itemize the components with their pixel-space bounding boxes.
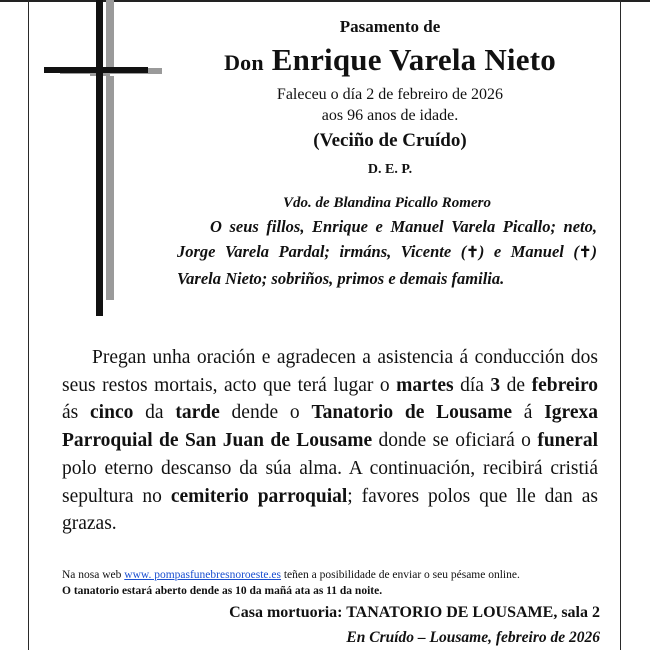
body-text: día	[453, 374, 491, 396]
relatives-text	[177, 214, 597, 291]
deceased-name	[140, 42, 640, 78]
mortuary-label: Casa mortuoria:	[229, 604, 347, 621]
body-bold: martes	[396, 374, 454, 396]
body-text: ás	[62, 402, 91, 424]
body-bold: Igrexa Parroquial de San Juan de Lousame	[62, 402, 599, 452]
body-bold: 3	[490, 374, 501, 396]
mortuary-value: TANATORIO DE LOUSAME, sala 2	[346, 604, 600, 621]
website-link[interactable]: www. pompasfunebresnoroeste.es	[124, 569, 281, 581]
body-text: á	[511, 402, 545, 424]
body-text: da	[133, 402, 176, 424]
rip-line: D. E. P.	[367, 162, 413, 177]
body-bold: tarde	[175, 402, 220, 424]
death-date-line: Faleceu o día 2 de febreiro de 2026	[276, 86, 504, 103]
opening-hours: O tanatorio estará aberto dende as 10 da mañá ata as 11 da noite.	[62, 585, 383, 597]
body-text: ; favores polos que lle dan as grazas.	[62, 485, 598, 535]
dagger-icon: ✝	[578, 245, 592, 261]
body-text: de	[500, 374, 532, 396]
relatives-part: O seus fillos, Enrique e Manuel Varela Picallo; neto, Jorge Varela Pardal; irmáns, Vicente (	[177, 217, 597, 261]
full-name: Enrique Varela Nieto	[271, 42, 556, 77]
honorific: Don	[224, 50, 264, 75]
mortuary-line	[120, 604, 600, 622]
family-block	[177, 194, 597, 291]
body-text: dende o	[219, 402, 312, 424]
age-line: aos 96 anos de idade.	[321, 107, 459, 124]
body-bold: cemiterio parroquial	[170, 485, 348, 507]
place-date-line: En Cruído – Lousame, febreiro de 2026	[346, 629, 600, 646]
body-bold: Tanatorio de Lousame	[311, 402, 512, 424]
body-text: donde se oficiará o	[372, 430, 538, 452]
body-bold: funeral	[537, 430, 598, 452]
body-text: Pregan unha oración e agradecen a asistencia á conducción dos seus restos mortais, acto que terá lugar o	[62, 347, 598, 396]
pre-title: Pasamento de	[339, 17, 441, 36]
dagger-icon: ✝	[466, 245, 479, 261]
body-text: polo eterno descanso da súa alma. A continuación, recibirá cristiá sepultura no	[62, 457, 598, 507]
relatives-part: ) Varela Nieto; sobriños, primos e demais familia.	[177, 242, 597, 288]
body-bold: cinco	[90, 402, 134, 424]
web-prefix: Na nosa web	[62, 569, 125, 581]
relatives-part: ) e Manuel (	[478, 242, 579, 261]
web-suffix: teñen a posibilidade de enviar o seu pésame online.	[280, 569, 520, 581]
ceremony-text	[62, 344, 598, 538]
body-bold: febreiro	[531, 374, 598, 396]
website-note	[62, 569, 622, 581]
widow-line: Vdo. de Blandina Picallo Romero	[283, 195, 491, 211]
neighbor-line: (Veciño de Cruído)	[313, 130, 467, 151]
